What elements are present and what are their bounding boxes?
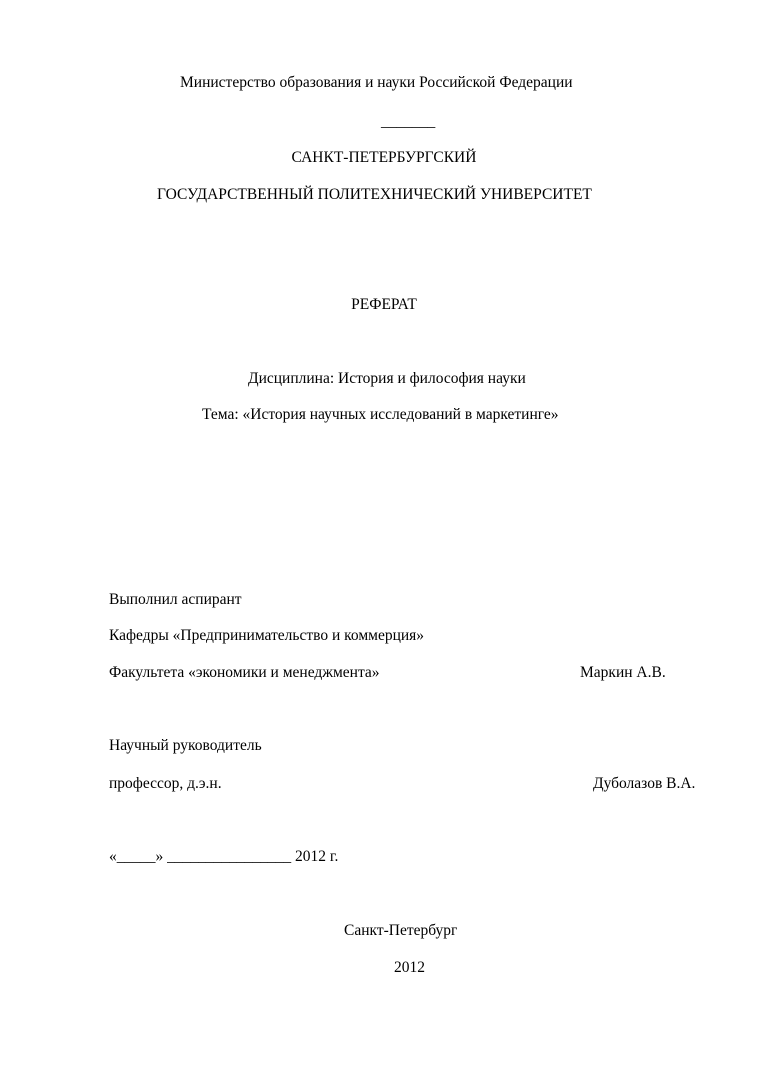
date-line: «_____» ________________ 2012 г. bbox=[109, 848, 339, 865]
author-role: Выполнил аспирант bbox=[109, 591, 242, 608]
discipline-line: Дисциплина: История и философия науки bbox=[248, 370, 526, 387]
supervisor-title: профессор, д.э.н. bbox=[109, 775, 222, 792]
supervisor-role: Научный руководитель bbox=[109, 737, 262, 754]
document-type-title: РЕФЕРАТ bbox=[351, 296, 417, 313]
author-department: Кафедры «Предпринимательство и коммерция» bbox=[109, 627, 425, 644]
footer-year: 2012 bbox=[394, 959, 425, 976]
supervisor-name: Дуболазов В.А. bbox=[593, 775, 696, 792]
author-name: Маркин А.В. bbox=[580, 664, 666, 681]
footer-city: Санкт-Петербург bbox=[344, 922, 458, 939]
author-faculty: Факультета «экономики и менеджмента» bbox=[109, 664, 380, 681]
topic-line: Тема: «История научных исследований в маркетинге» bbox=[202, 406, 559, 423]
university-name-line2: ГОСУДАРСТВЕННЫЙ ПОЛИТЕХНИЧЕСКИЙ УНИВЕРСИТЕТ bbox=[157, 186, 592, 203]
university-name-line1: САНКТ-ПЕТЕРБУРГСКИЙ bbox=[291, 149, 477, 166]
ministry-line: Министерство образования и науки Российской Федерации bbox=[180, 74, 573, 91]
header-separator: _______ bbox=[381, 113, 436, 130]
